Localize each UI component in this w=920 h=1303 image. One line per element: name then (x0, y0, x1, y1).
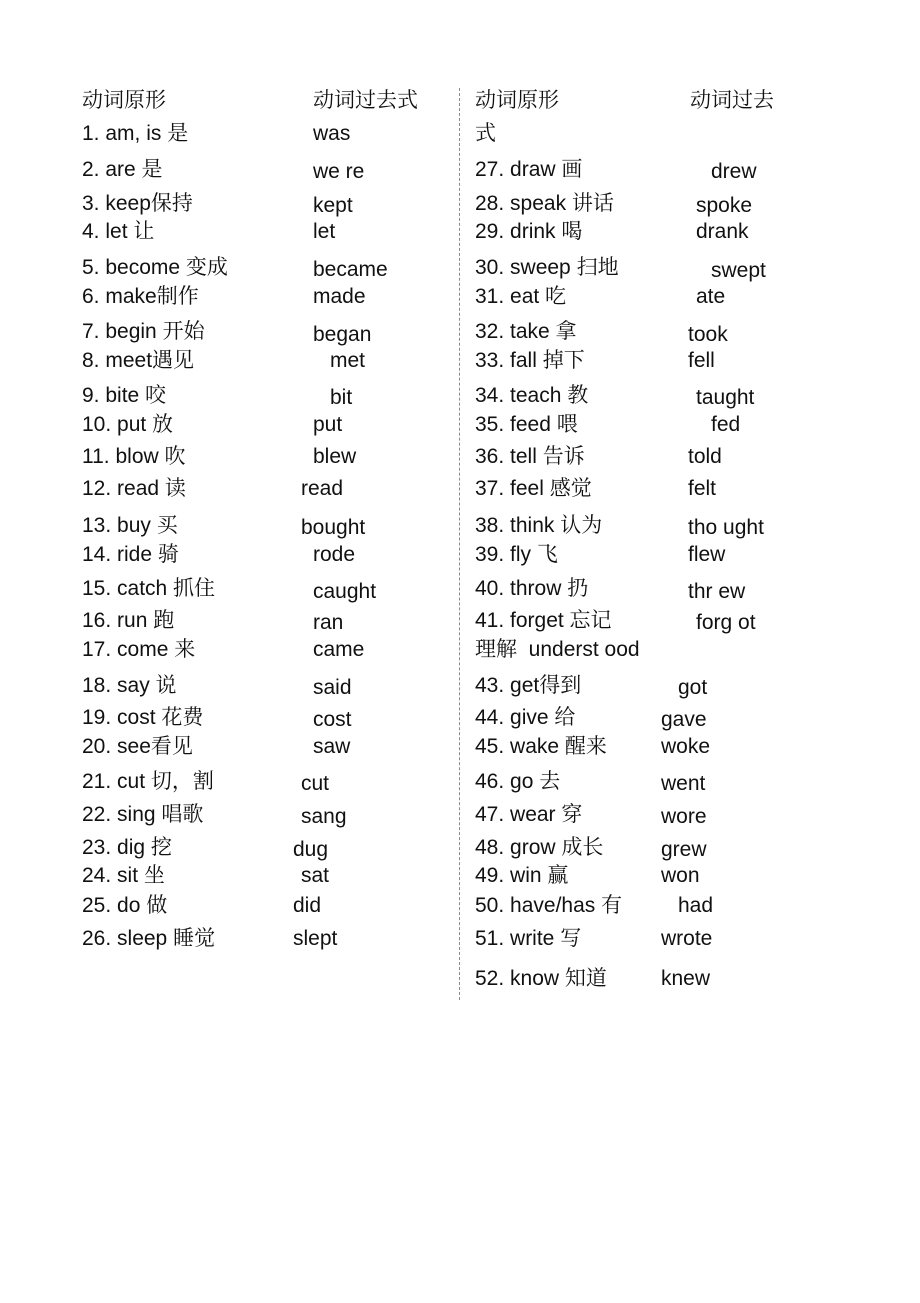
right-verb-past: grew (661, 838, 707, 861)
right-verb-base: 32. take 拿 (475, 320, 577, 343)
left-verb-base: 7. begin 开始 (82, 320, 205, 343)
left-verb-past: read (301, 477, 344, 500)
right-verb-base: 46. go 去 (475, 770, 561, 793)
right-verb-past: taught (696, 386, 755, 409)
left-verb-base: 26. sleep 睡觉 (82, 927, 216, 950)
left-verb-base: 20. see看见 (82, 735, 193, 758)
right-verb-base: 37. feel 感觉 (475, 477, 592, 500)
left-verb-base: 6. make制作 (82, 285, 199, 308)
right-verb-base: 49. win 赢 (475, 864, 569, 887)
left-verb-base: 11. blow 吹 (82, 445, 186, 468)
right-verb-base: 35. feed 喂 (475, 413, 578, 436)
left-verb-past: blew (313, 445, 357, 468)
left-verb-past: made (313, 285, 366, 308)
left-verb-past: bought (301, 516, 366, 539)
right-verb-base: 41. forget 忘记 (475, 609, 612, 632)
right-verb-past: swept (711, 259, 766, 282)
left-verb-base: 4. let 让 (82, 220, 155, 243)
right-verb-past: wore (661, 805, 707, 828)
left-verb-base: 23. dig 挖 (82, 836, 172, 859)
right-verb-base: 29. drink 喝 (475, 220, 583, 243)
right-verb-past: wrote (661, 927, 713, 950)
left-verb-past: put (313, 413, 343, 436)
left-verb-past: kept (313, 194, 353, 217)
right-verb-past: thr ew (688, 580, 746, 603)
right-verb-past: fed (711, 413, 741, 436)
left-base-header: 动词原形 (82, 89, 166, 112)
right-verb-base: 理解 underst ood (475, 638, 640, 661)
left-verb-past: met (330, 349, 366, 372)
left-verb-past: said (313, 676, 352, 699)
left-verb-base: 8. meet遇见 (82, 349, 195, 372)
left-verb-past: sat (301, 864, 330, 887)
left-verb-past: saw (313, 735, 351, 758)
right-verb-base: 38. think 认为 (475, 514, 603, 537)
right-verb-past: got (678, 676, 708, 699)
left-verb-past: slept (293, 927, 338, 950)
left-verb-past: cut (301, 772, 330, 795)
right-verb-base: 28. speak 讲话 (475, 192, 614, 215)
right-verb-base: 50. have/has 有 (475, 894, 623, 917)
right-verb-base: 52. know 知道 (475, 967, 607, 990)
left-verb-base: 17. come 来 (82, 638, 196, 661)
left-verb-base: 3. keep保持 (82, 192, 193, 215)
left-verb-base: 1. am, is 是 (82, 122, 189, 145)
right-verb-base: 47. wear 穿 (475, 803, 583, 826)
right-verb-base: 40. throw 扔 (475, 577, 589, 600)
right-verb-past: went (661, 772, 706, 795)
left-verb-past: did (293, 894, 322, 917)
right-verb-base: 43. get得到 (475, 674, 582, 697)
left-verb-base: 12. read 读 (82, 477, 186, 500)
left-verb-base: 22. sing 唱歌 (82, 803, 204, 826)
left-verb-base: 21. cut 切，割 (82, 770, 214, 793)
right-verb-base: 39. fly 飞 (475, 543, 558, 566)
left-verb-past: rode (313, 543, 356, 566)
right-verb-past: knew (661, 967, 711, 990)
left-verb-base: 19. cost 花费 (82, 706, 204, 729)
left-verb-base: 13. buy 买 (82, 514, 178, 537)
right-verb-base: 34. teach 教 (475, 384, 589, 407)
left-verb-past: became (313, 258, 388, 281)
right-verb-past: fell (688, 349, 715, 372)
right-past-header: 动词过去 (690, 89, 774, 112)
right-verb-past: told (688, 445, 722, 468)
right-verb-past: woke (661, 735, 711, 758)
left-verb-base: 15. catch 抓住 (82, 577, 216, 600)
right-past-header-wrap: 式 (475, 122, 496, 145)
right-verb-base: 45. wake 醒来 (475, 735, 607, 758)
left-verb-past: let (313, 220, 336, 243)
left-verb-base: 5. become 变成 (82, 256, 228, 279)
left-verb-base: 14. ride 骑 (82, 543, 179, 566)
left-verb-base: 2. are 是 (82, 158, 163, 181)
left-verb-base: 10. put 放 (82, 413, 174, 436)
right-verb-past: felt (688, 477, 717, 500)
left-verb-past: we re (313, 160, 365, 183)
right-verb-past: took (688, 323, 728, 346)
right-verb-base: 36. tell 告诉 (475, 445, 585, 468)
right-verb-past: spoke (696, 194, 753, 217)
right-base-header: 动词原形 (475, 89, 559, 112)
right-verb-past: won (661, 864, 700, 887)
left-verb-past: ran (313, 611, 344, 634)
left-verb-past: began (313, 323, 372, 346)
left-verb-past: was (313, 122, 351, 145)
left-verb-past: came (313, 638, 365, 661)
left-past-header: 动词过去式 (313, 89, 418, 112)
right-verb-base: 51. write 写 (475, 927, 582, 950)
left-verb-base: 18. say 说 (82, 674, 177, 697)
right-verb-past: had (678, 894, 714, 917)
left-verb-base: 25. do 做 (82, 894, 168, 917)
right-verb-past: drew (711, 160, 757, 183)
right-verb-base: 48. grow 成长 (475, 836, 604, 859)
right-verb-past: ate (696, 285, 726, 308)
left-verb-past: sang (301, 805, 347, 828)
right-verb-base: 27. draw 画 (475, 158, 583, 181)
left-verb-base: 9. bite 咬 (82, 384, 167, 407)
right-verb-past: flew (688, 543, 726, 566)
left-verb-past: dug (293, 838, 329, 861)
right-verb-past: forg ot (696, 611, 756, 634)
right-verb-past: drank (696, 220, 749, 243)
right-verb-base: 31. eat 吃 (475, 285, 567, 308)
left-verb-past: cost (313, 708, 352, 731)
left-verb-past: caught (313, 580, 377, 603)
left-verb-past: bit (330, 386, 353, 409)
right-verb-past: gave (661, 708, 707, 731)
right-verb-base: 30. sweep 扫地 (475, 256, 619, 279)
right-verb-base: 33. fall 掉下 (475, 349, 585, 372)
right-verb-past: tho ught (688, 516, 764, 539)
column-divider (459, 88, 460, 1000)
right-verb-base: 44. give 给 (475, 706, 576, 729)
left-verb-base: 24. sit 坐 (82, 864, 165, 887)
left-verb-base: 16. run 跑 (82, 609, 175, 632)
